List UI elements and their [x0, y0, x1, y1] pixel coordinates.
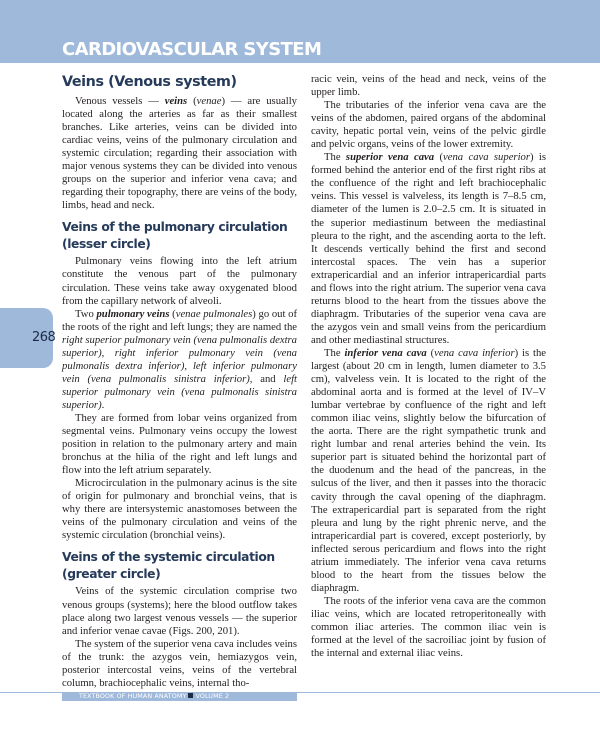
- paragraph: Two pulmonary veins (venae pulmonales) go out of the roots of the right and left lungs; they are named the right superior pulmonary vein (vena pulmonalis dextra superior), right inferior pulmonary vein (vena pulmonalis dextra inferior), left inferior pulmonary vein (vena pulmonalis sinistra inferior), and left superior pulmonary vein (vena pulmonalis sinistra superior).: [62, 308, 297, 411]
- square-icon: [188, 693, 193, 698]
- chapter-title: CARDIOVASCULAR SYSTEM: [62, 39, 322, 60]
- subsection-heading: Veins of the systemic circulation (greater circle): [62, 550, 275, 581]
- paragraph: The tributaries of the inferior vena cava are the veins of the abdomen, paired organs of the abdominal cavity, hepatic portal vein, veins of the pelvic girdle and pelvic organs, veins of the lower extremity.: [311, 100, 546, 151]
- paragraph: The superior vena cava (vena cava superior) is formed behind the anterior end of the first right ribs at the confluence of the right and left brachiocephalic veins. This vessel is valveless, its length is 7–8.5 cm, diameter of the lumen is 2.0–2.5 cm. It is situated in the superior mediastinum between the mediastinal pleura to the right, and the ascending aorta to the left. It descends vertically behind the first and second intercostal spaces. The vein has a superior extrapericardial and an inferior intrapericardial parts and flows into the right atrium. The superior vena cava returns blood to the heart from the tissues above the diaphragm. Tributaries of the superior vena cava are the azygos vein and small veins from the pericardium and other mediastinal structures.: [311, 152, 546, 346]
- paragraph: Pulmonary veins flowing into the left atrium constitute the venous part of the pulmonary circulation. These veins take away oxygenated blood from the capillary network of alveoli.: [62, 256, 297, 307]
- right-column: [311, 73, 546, 660]
- page-number: 268: [32, 330, 56, 345]
- footer-volume: VOLUME 2: [195, 692, 230, 700]
- paragraph: They are formed from lobar veins organized from segmental veins. Pulmonary veins occupy the lowest position in relation to the pulmonary artery and main bronchus at the hilia of the right and left lungs and flow into the left atrium separately.: [62, 412, 297, 477]
- section-heading: Veins (Venous system): [62, 74, 237, 90]
- paragraph: The inferior vena cava (vena cava inferior) is the largest (about 20 cm in length, lumen diameter to 3.5 cm), valveless vein. It is located to the right of the abdominal aorta and is formed at the level of IV–V lumbar vertebrae by confluence of the right and left common iliac veins, slightly below the bifurcation of the aorta. There are the right sympathetic trunk and right lumbar and renal arteries behind the vein. Its superior part is situated behind the horizontal part of the duodenum and the head of the pancreas, in the sulcus of the liver, and then it passes into the thoracic cavity through the caval opening of the diaphragm. The extrapericardial part is separated from the right pleura and lung by the right phrenic nerve, and the intrapericardial part is covered, except posteriorly, by inflected serous pericardium and flows into the right atrium immediately. The inferior vena cava returns blood to the heart from the tissues below the diaphragm.: [311, 347, 547, 594]
- subsection-heading: Veins of the pulmonary circulation (lesser circle): [62, 220, 288, 251]
- paragraph: racic vein, veins of the head and neck, veins of the upper limb.: [311, 74, 546, 99]
- paragraph: The roots of the inferior vena cava are the common iliac veins, which are located retroperitoneally with common iliac arteries. The common iliac vein is formed at the level of the sacroiliac joint by fusion of the internal and external iliac veins.: [311, 595, 546, 660]
- paragraph: Venous vessels — veins (venae) — are usually located along the arteries as far as their smallest branches. Like arteries, veins can be divided into cardiac veins, veins of the pulmonary circulation and systemic circulation; regarding their association with major venous systems they can be divided into venous groups on the superior and inferior vena cava; and regarding their topography, there are veins of the body, limbs, head and neck.: [62, 96, 297, 212]
- left-column: [62, 73, 297, 690]
- running-footer: [79, 692, 229, 701]
- paragraph: Microcirculation in the pulmonary acinus is the site of origin for pulmonary and bronchial veins, that is why there are intersystemic anastomoses between the veins of the pulmonary circulation and veins of the systemic circulation (bronchial veins).: [62, 478, 297, 542]
- paragraph: Veins of the systemic circulation comprise two venous groups (systems); here the blood outflow takes place along two largest venous vessels — the superior and inferior venae cavae (Figs. 200, 201).: [62, 586, 297, 637]
- footer-book-title: TEXTBOOK OF HUMAN ANATOMY: [79, 692, 187, 700]
- paragraph: The system of the superior vena cava includes veins of the trunk: the azygos vein, hemiazygos vein, posterior intercostal veins, veins of the vertebral column, brachiocephalic veins, internal tho-: [62, 638, 297, 689]
